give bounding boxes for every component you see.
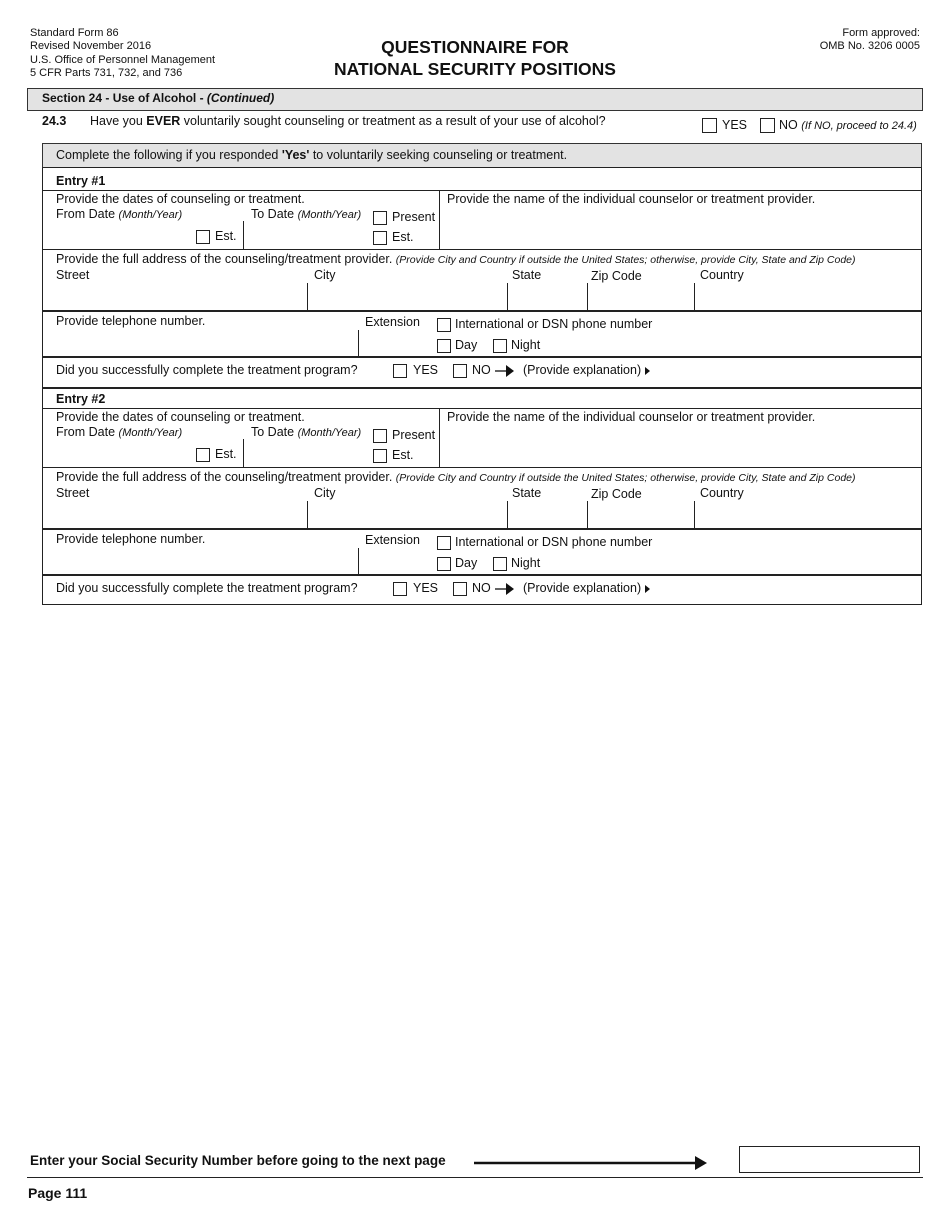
present-label: Present bbox=[392, 428, 436, 442]
complete-question: Did you successfully complete the treatment program? bbox=[56, 363, 358, 377]
state-label: State bbox=[512, 486, 542, 500]
explain-label: (Provide explanation) bbox=[523, 581, 650, 595]
day-checkbox[interactable] bbox=[437, 557, 451, 571]
entry-title: Entry #2 bbox=[56, 392, 106, 406]
complete-yes-checkbox[interactable] bbox=[393, 364, 407, 378]
present-checkbox[interactable] bbox=[373, 211, 387, 225]
complete-yes-label: YES bbox=[413, 363, 439, 377]
ssn-prompt: Enter your Social Security Number before going to the next page bbox=[30, 1153, 446, 1168]
complete-no-label: NO bbox=[472, 363, 491, 377]
complete-no-checkbox[interactable] bbox=[453, 582, 467, 596]
present-checkbox[interactable] bbox=[373, 429, 387, 443]
triangle-right-icon bbox=[645, 585, 650, 593]
form-line: Standard Form 86 bbox=[30, 27, 119, 39]
complete-no-checkbox[interactable] bbox=[453, 364, 467, 378]
complete-yes-label: YES bbox=[413, 581, 439, 595]
from-est-label: Est. bbox=[215, 447, 237, 461]
section-title: Section 24 - Use of Alcohol - (Continued) bbox=[42, 91, 275, 105]
address-label: Provide the full address of the counseling/treatment provider. (Provide City and Country if outside the United States; otherwise, provide City, State and Zip Code) bbox=[56, 252, 856, 266]
from-est-checkbox[interactable] bbox=[196, 448, 210, 462]
form-line: U.S. Office of Personnel Management bbox=[30, 53, 216, 66]
day-checkbox[interactable] bbox=[437, 339, 451, 353]
to-est-checkbox[interactable] bbox=[373, 231, 387, 245]
city-label: City bbox=[314, 486, 336, 500]
question-text: Have you EVER voluntarily sought counseling or treatment as a result of your use of alcohol? bbox=[90, 114, 606, 128]
to-est-label: Est. bbox=[392, 230, 414, 244]
form-approval: Form approved: OMB No. 3206 0005 bbox=[819, 27, 920, 53]
question-number: 24.3 bbox=[42, 114, 67, 128]
dates-label: Provide the dates of counseling or treatment. bbox=[56, 192, 305, 206]
extension-label: Extension bbox=[365, 315, 420, 329]
country-label: Country bbox=[700, 268, 744, 282]
day-label: Day bbox=[455, 556, 478, 570]
question-no-label: NO (If NO, proceed to 24.4) bbox=[779, 118, 917, 132]
from-est-checkbox[interactable] bbox=[196, 230, 210, 244]
night-label: Night bbox=[511, 338, 541, 352]
page-number: Page 111 bbox=[28, 1185, 88, 1201]
from-date-label: From Date (Month/Year) bbox=[56, 425, 183, 439]
present-label: Present bbox=[392, 210, 436, 224]
zip-label: Zip Code bbox=[591, 269, 642, 283]
phone-label: Provide telephone number. bbox=[56, 532, 206, 546]
to-date-label: To Date (Month/Year) bbox=[251, 207, 362, 221]
to-est-checkbox[interactable] bbox=[373, 449, 387, 463]
page-title: QUESTIONNAIRE FOR NATIONAL SECURITY POSITIONS bbox=[334, 37, 616, 79]
complete-yes-checkbox[interactable] bbox=[393, 582, 407, 596]
form-line: 5 CFR Parts 731, 732, and 736 bbox=[30, 67, 183, 80]
question-yes-label: YES bbox=[722, 118, 748, 132]
night-label: Night bbox=[511, 556, 541, 570]
intl-phone-checkbox[interactable] bbox=[437, 318, 451, 332]
intl-phone-label: International or DSN phone number bbox=[455, 317, 653, 331]
country-label: Country bbox=[700, 486, 744, 500]
ssn-input[interactable] bbox=[739, 1146, 920, 1173]
triangle-right-icon bbox=[645, 367, 650, 375]
complete-question: Did you successfully complete the treatment program? bbox=[56, 581, 358, 595]
provider-label: Provide the name of the individual counselor or treatment provider. bbox=[447, 410, 816, 424]
arrow-right-icon bbox=[495, 582, 515, 596]
night-checkbox[interactable] bbox=[493, 557, 507, 571]
dates-label: Provide the dates of counseling or treatment. bbox=[56, 410, 305, 424]
from-date-label: From Date (Month/Year) bbox=[56, 207, 183, 221]
arrow-right-icon bbox=[474, 1155, 708, 1171]
day-label: Day bbox=[455, 338, 478, 352]
address-label: Provide the full address of the counseling/treatment provider. (Provide City and Country if outside the United States; otherwise, provide City, State and Zip Code) bbox=[56, 470, 856, 484]
street-label: Street bbox=[56, 268, 90, 282]
question-yes-checkbox[interactable] bbox=[702, 118, 717, 133]
to-date-label: To Date (Month/Year) bbox=[251, 425, 362, 439]
state-label: State bbox=[512, 268, 542, 282]
form-line: Revised November 2016 bbox=[30, 40, 152, 53]
entry-title: Entry #1 bbox=[56, 174, 106, 188]
night-checkbox[interactable] bbox=[493, 339, 507, 353]
extension-label: Extension bbox=[365, 533, 420, 547]
street-label: Street bbox=[56, 486, 90, 500]
complete-no-label: NO bbox=[472, 581, 491, 595]
to-est-label: Est. bbox=[392, 448, 414, 462]
from-est-label: Est. bbox=[215, 229, 237, 243]
intl-phone-label: International or DSN phone number bbox=[455, 535, 653, 549]
zip-label: Zip Code bbox=[591, 487, 642, 501]
phone-label: Provide telephone number. bbox=[56, 314, 206, 328]
explain-label: (Provide explanation) bbox=[523, 363, 650, 377]
question-no-checkbox[interactable] bbox=[760, 118, 775, 133]
intl-phone-checkbox[interactable] bbox=[437, 536, 451, 550]
arrow-right-icon bbox=[495, 364, 515, 378]
provider-label: Provide the name of the individual counselor or treatment provider. bbox=[447, 192, 816, 206]
instruction-text: Complete the following if you responded 'Yes' to voluntarily seeking counseling or treatment. bbox=[56, 148, 568, 162]
city-label: City bbox=[314, 268, 336, 282]
